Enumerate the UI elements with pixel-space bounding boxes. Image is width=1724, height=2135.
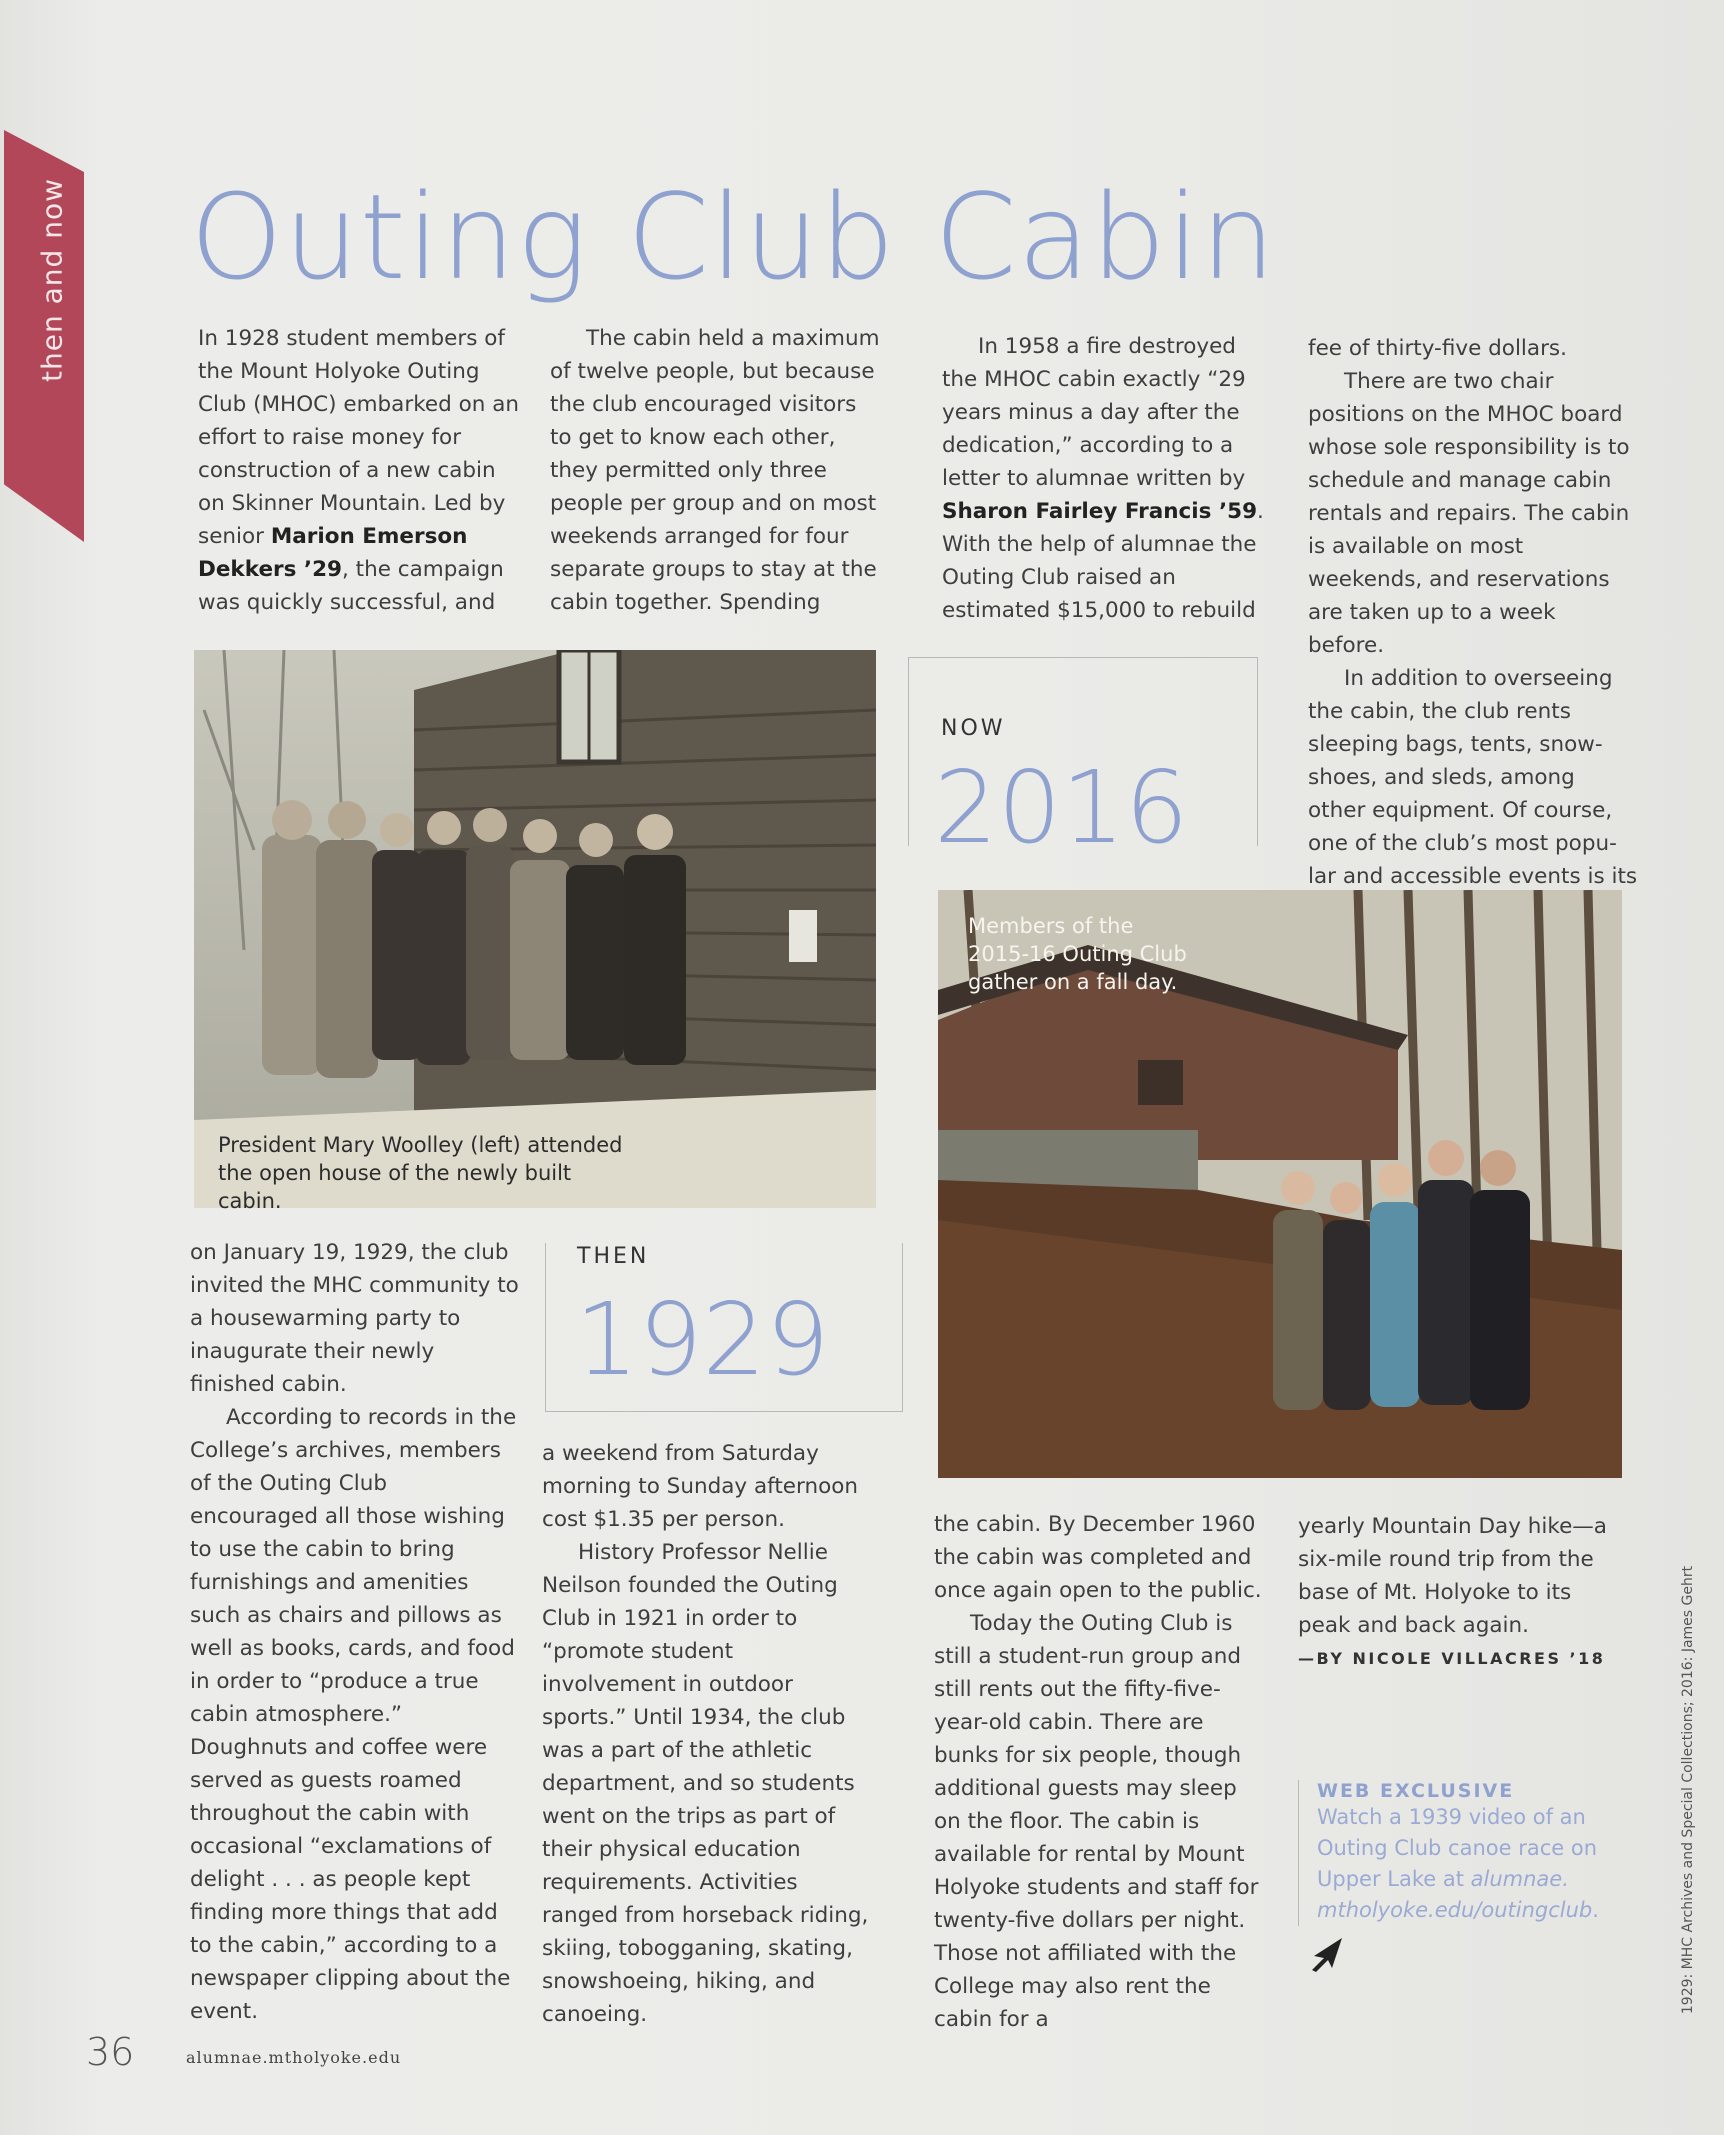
photo-credit: 1929: MHC Archives and Special Collections; 2016: James Gehrt: [1680, 1565, 1696, 2015]
paragraph: yearly Mountain Day hike—a six-mile round trip from the base of Mt. Holyoke to its peak and back again.: [1298, 1514, 1607, 1638]
column-1-bottom: [190, 1236, 520, 2028]
footer-site: alumnae.mtholyoke.edu: [186, 2048, 402, 2067]
paragraph: Today the Outing Club is still a student-run group and still rents out the fifty-five-year-old cabin. There are bunks for six people, though additional guests may sleep on the floor. The cabin is available for rental by Mount Holyoke students and staff for twenty-five dollars per night. Those not affiliated with the College may also rent the cabin for a: [934, 1611, 1259, 2032]
photo-1929-caption: President Mary Woolley (left) attended the open house of the newly built cabin.: [218, 1133, 623, 1213]
page-title: Outing Club Cabin: [190, 168, 1277, 306]
web-exclusive-link[interactable]: alumnae. mtholyoke.edu/outingclub: [1317, 1867, 1593, 1922]
column-3-bottom: [934, 1508, 1264, 2036]
alumna-name: Marion Emerson Dekkers ’29: [198, 524, 468, 582]
byline: —BY NICOLE VILLACRES ’18: [1298, 1649, 1606, 1668]
paragraph: According to records in the College’s archives, members of the Outing Club encouraged all those wishing to use the cabin to bring furnishings and amenities such as chairs and pillows as well as books, cards, and food in order to “produce a true cabin atmosphere.” Doughnuts and coffee were served as guests roamed throughout the cabin with occasional “exclamations of delight . . . as people kept finding more things that add to the cabin,” according to a newspaper clipping about the event.: [190, 1405, 517, 2024]
badge-now-year: 2016: [934, 749, 1189, 866]
paragraph: the cabin. By December 1960 the cabin was completed and once again open to the public.: [934, 1512, 1262, 1603]
paragraph: The cabin held a maximum of twelve people, but because the club encouraged visitors to get to know each other, they permitted only three people per group and on most weekends arranged for four separate groups to stay at the cabin together. Spending: [550, 326, 880, 615]
column-3-top: [942, 330, 1272, 627]
photo-1929-cabin: [194, 650, 876, 1208]
paragraph: In 1958 a fire destroyed the MHOC cabin exactly “29 years minus a day after the dedication,” according to a letter to alumnae written by Sharon Fairley Francis ’59. With the help of alumnae the Outing Club raised an estimated $15,000 to rebuild: [942, 334, 1264, 623]
paragraph: In addition to overseeing the cabin, the club rents sleeping bags, tents, snow-shoes, and sleds, among other equipment. Of course, one of the club’s most popu-lar and accessible events is its: [1308, 666, 1638, 889]
paragraph: on January 19, 1929, the club invited the MHC community to a housewarming party to inaugurate their newly finished cabin.: [190, 1240, 519, 1397]
paragraph: a weekend from Saturday morning to Sunday afternoon cost $1.35 per person.: [542, 1441, 859, 1532]
web-exclusive-text: Watch a 1939 video of an Outing Club canoe race on Upper Lake at alumnae. mtholyoke.edu/outingclub.: [1317, 1805, 1599, 1922]
column-4-bottom: [1298, 1510, 1628, 1675]
photo-2016-caption: Members of the 2015-16 Outing Club gather on a fall day.: [968, 914, 1187, 994]
badge-then-label: THEN: [577, 1244, 650, 1269]
paragraph: In 1928 student members of the Mount Holyoke Outing Club (MHOC) embarked on an effort to raise money for construction of a new cabin on Skinner Mountain. Led by senior Marion Emerson Dekkers ’29, the campaign was quickly successful, and: [198, 326, 519, 615]
cursor-arrow-icon: [1306, 1934, 1346, 1974]
paragraph: There are two chair positions on the MHOC board whose sole responsibility is to schedule and manage cabin rentals and repairs. The cabin is available on most weekends, and reservations are taken up to a week before.: [1308, 369, 1630, 658]
section-tab-label: then and now: [35, 178, 69, 382]
web-exclusive-box: [1298, 1780, 1647, 1926]
badge-then-year: 1929: [575, 1281, 830, 1398]
paragraph: fee of thirty-five dollars.: [1308, 336, 1567, 361]
web-exclusive-title: WEB EXCLUSIVE: [1317, 1780, 1515, 1802]
badge-now-label: NOW: [941, 716, 1006, 741]
column-1-top: [198, 322, 528, 619]
column-2-bottom: [542, 1437, 872, 2031]
photo-1929-image: [194, 650, 876, 1208]
alumna-name: Sharon Fairley Francis ’59: [942, 499, 1258, 524]
paragraph: History Professor Nellie Neilson founded the Outing Club in 1921 in order to “promote student involvement in outdoor sports.” Until 1934, the club was a part of the athletic department, and so students went on the trips as part of their physical education requirements. Activities ranged from horseback riding, skiing, tobogganing, skating, snowshoeing, hiking, and canoeing.: [542, 1540, 869, 2027]
column-2-top: [550, 322, 880, 619]
page-number: 36: [86, 2030, 135, 2074]
column-4-top: [1308, 332, 1638, 893]
